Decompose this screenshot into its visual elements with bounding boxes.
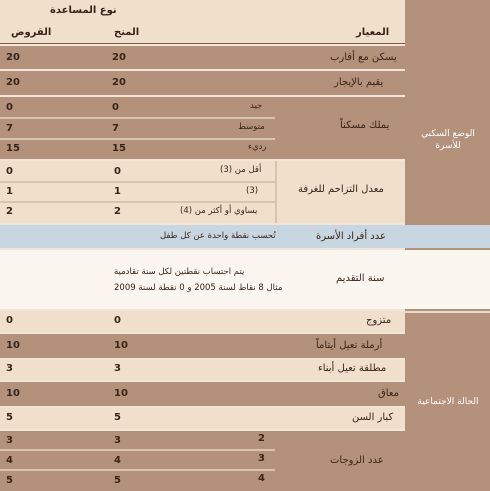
wives-3-label: 3 <box>258 453 265 464</box>
owns-medium-grants: 7 <box>112 123 119 134</box>
row-disabled-grants: 10 <box>114 388 128 399</box>
col-criterion-header: المعيار <box>356 27 390 38</box>
crowding-4plus-label: يساوي أو أكثر من (4) <box>180 206 258 216</box>
owns-good-grants: 0 <box>112 102 119 113</box>
row-elderly <box>0 408 405 429</box>
row-rent-grants: 20 <box>112 77 126 88</box>
row-divorced-label: مطلقة تعيل أبناء <box>318 363 387 374</box>
section-social-label: الحالة الاجتماعية <box>417 397 479 407</box>
wives-4-grants: 5 <box>114 475 121 486</box>
wives-3-loans: 4 <box>6 455 13 466</box>
crowding-vline <box>275 161 277 223</box>
crowding-less3-grants: 0 <box>114 166 121 177</box>
category-divider <box>405 311 490 313</box>
crowding-4plus-loans: 2 <box>6 206 13 217</box>
row-married-loans: 0 <box>6 315 13 326</box>
row-application-year <box>0 250 490 309</box>
crowding-sep-1 <box>0 181 275 183</box>
owns-sep-1 <box>0 117 275 119</box>
wives-2-loans: 3 <box>6 435 13 446</box>
wives-2-grants: 3 <box>114 435 121 446</box>
owns-poor-grants: 15 <box>112 143 126 154</box>
crowding-eq3-loans: 1 <box>6 186 13 197</box>
crowding-4plus-grants: 2 <box>114 206 121 217</box>
owns-sep-2 <box>0 138 275 140</box>
row-relatives-grants: 20 <box>112 52 126 63</box>
owns-poor-label: رديء <box>248 142 267 152</box>
crowding-less3-label: أقل من (3) <box>220 165 262 175</box>
crowding-eq3-grants: 1 <box>114 186 121 197</box>
row-crowding-label: معدل التزاحم للغرفة <box>298 184 384 195</box>
row-wives-label: عدد الزوجات <box>330 455 384 466</box>
section-housing-label: الوضع السكني للأسرة <box>421 129 475 152</box>
row-widow-loans: 10 <box>6 340 20 351</box>
wives-sep-2 <box>0 469 275 471</box>
row-application-year-label: سنة التقديم <box>336 273 385 284</box>
row-married-label: متزوج <box>366 315 392 326</box>
owns-good-loans: 0 <box>6 102 13 113</box>
row-application-year-note2: مثال 8 نقاط لسنة 2005 و 0 نقطة لسنة 2009 <box>114 283 283 293</box>
row-disabled-loans: 10 <box>6 388 20 399</box>
wives-sep-1 <box>0 449 275 451</box>
crowding-sep-2 <box>0 201 275 203</box>
aid-type-label: نوع المساعدة <box>50 5 117 16</box>
row-disabled-label: معاق <box>378 388 399 399</box>
owns-poor-loans: 15 <box>6 143 20 154</box>
section-housing <box>410 128 486 152</box>
owns-medium-label: متوسط <box>238 122 265 132</box>
col-loans-header: القروض <box>11 27 52 38</box>
row-elderly-label: كبار السن <box>352 412 394 423</box>
row-family-members-label: عدد أفراد الأسرة <box>316 231 386 242</box>
row-rent-label: يقيم بالإيجار <box>334 77 384 88</box>
row-disabled <box>0 382 405 406</box>
owns-medium-loans: 7 <box>6 123 13 134</box>
owns-good-label: جيد <box>250 101 263 111</box>
col-grants-header: المنح <box>114 27 140 38</box>
row-elderly-grants: 5 <box>114 412 121 423</box>
row-married <box>0 311 405 332</box>
row-widow-label: أرملة تعيل أيتاماً <box>316 340 383 351</box>
row-application-year-note1: يتم احتساب نقطتين لكل سنة تقادمية <box>114 267 245 277</box>
row-divorced-loans: 3 <box>6 363 13 374</box>
crowding-less3-loans: 0 <box>6 166 13 177</box>
wives-4-label: 4 <box>258 473 265 484</box>
row-relatives-label: يسكن مع أقارب <box>330 52 397 63</box>
wives-2-label: 2 <box>258 433 265 444</box>
wives-3-grants: 4 <box>114 455 121 466</box>
header-underline <box>0 43 405 44</box>
section-social <box>410 396 486 408</box>
row-elderly-loans: 5 <box>6 412 13 423</box>
wives-4-loans: 5 <box>6 475 13 486</box>
row-widow-grants: 10 <box>114 340 128 351</box>
row-married-grants: 0 <box>114 315 121 326</box>
row-family-members-note: تُحسب نقطة واحدة عن كل طفل <box>160 231 276 241</box>
crowding-eq3-label: (3) <box>246 186 259 196</box>
row-rent-loans: 20 <box>6 77 20 88</box>
row-divorced-grants: 3 <box>114 363 121 374</box>
row-owns-label: يملك مسكناً <box>340 120 390 131</box>
row-relatives-loans: 20 <box>6 52 20 63</box>
